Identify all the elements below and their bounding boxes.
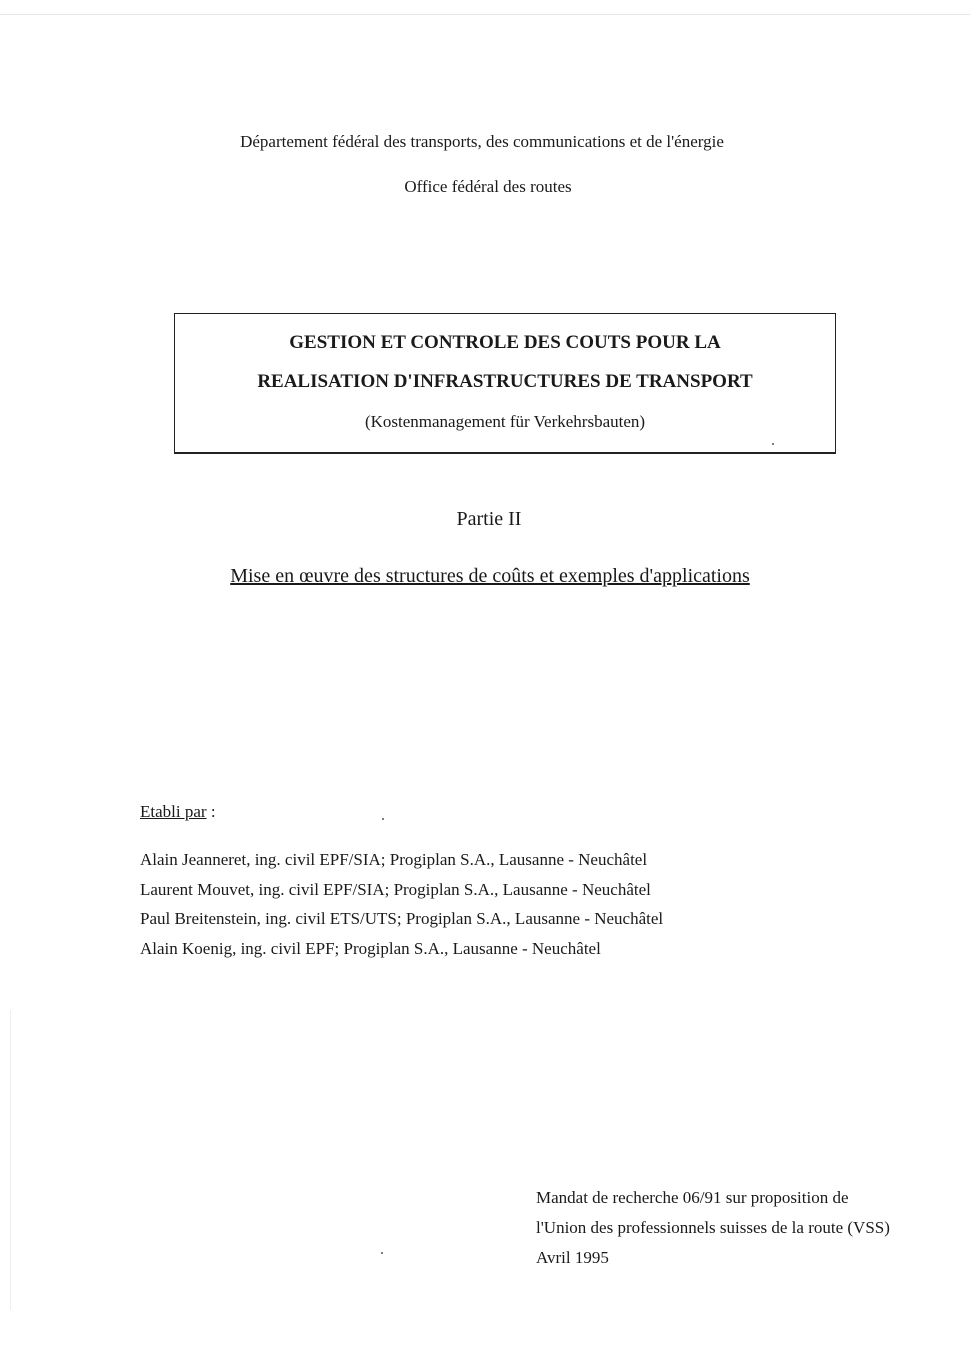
author-line: Alain Koenig, ing. civil EPF; Progiplan S.A., Lausanne - Neuchâtel: [140, 938, 601, 958]
part-label: Partie II: [456, 508, 522, 530]
established-by-label: Etabli par: [140, 802, 207, 821]
mandate-line: l'Union des professionnels suisses de la route (VSS): [536, 1218, 890, 1237]
office-name: Office fédéral des routes: [404, 177, 572, 196]
author-line: Paul Breitenstein, ing. civil ETS/UTS; Progiplan S.A., Lausanne - Neuchâtel: [140, 909, 664, 928]
title-subtitle: (Kostenmanagement für Verkehrsbauten): [364, 412, 646, 431]
author-line: Alain Jeanneret, ing. civil EPF/SIA; Progiplan S.A., Lausanne - Neuchâtel: [140, 850, 648, 869]
scan-speck: [382, 818, 384, 820]
title-line-2: REALISATION D'INFRASTRUCTURES DE TRANSPORT: [257, 371, 753, 392]
department-name: Département fédéral des transports, des communications et de l'énergie: [240, 132, 724, 151]
title-line-1: GESTION ET CONTROLE DES COUTS POUR LA: [289, 332, 721, 353]
title-box: [174, 313, 836, 454]
mandate-line: Mandat de recherche 06/91 sur proposition de: [536, 1188, 849, 1207]
established-by-colon: :: [206, 802, 216, 821]
scan-speck: [381, 1252, 383, 1254]
established-by-heading: [140, 802, 663, 822]
scan-margin-line: [10, 1010, 11, 1310]
scan-edge-line: [0, 14, 970, 15]
scan-speck: [772, 443, 774, 445]
mandate-date: Avril 1995: [536, 1248, 609, 1267]
part-title: Mise en œuvre des structures de coûts et exemples d'applications: [230, 565, 750, 587]
authors-section: [140, 802, 663, 963]
author-line: Laurent Mouvet, ing. civil EPF/SIA; Progiplan S.A., Lausanne - Neuchâtel: [140, 879, 651, 899]
mandate-section: [536, 1183, 890, 1273]
